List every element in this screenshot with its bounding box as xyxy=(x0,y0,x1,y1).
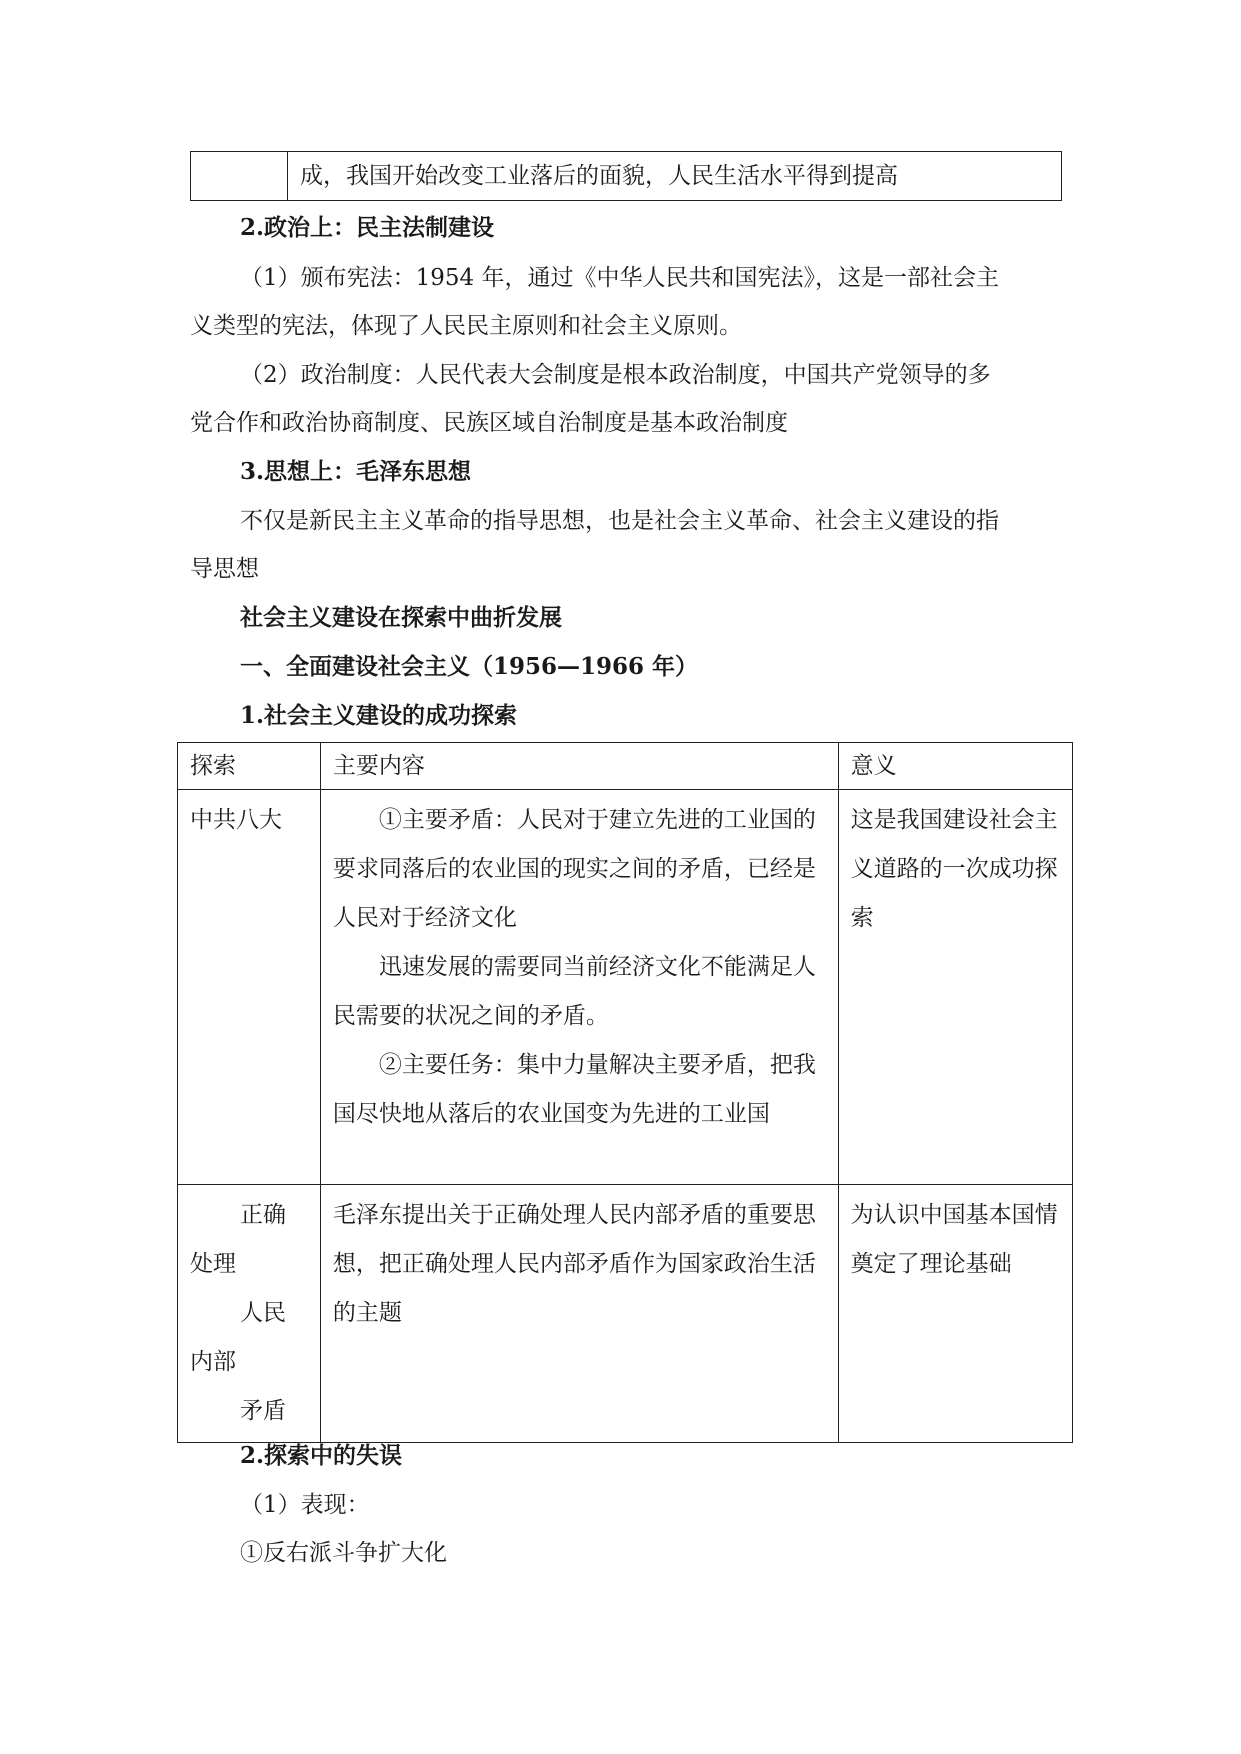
paragraph-line: （2）政治制度：人民代表大会制度是根本政治制度，中国共产党领导的多 xyxy=(240,362,991,388)
part-heading: 一、全面建设社会主义（1956—1966 年） xyxy=(240,653,699,680)
row-content-cell xyxy=(320,790,838,1185)
paragraph-line: 导思想 xyxy=(190,556,259,582)
paragraph-line: ①反右派斗争扩大化 xyxy=(240,1540,447,1566)
paragraph-line: （1）表现： xyxy=(240,1492,370,1518)
name-line: 正确 xyxy=(240,1202,286,1228)
row-content-cell: 毛泽东提出关于正确处理人民内部矛盾的重要思想，把正确处理人民内部矛盾作为国家政治生活的主题 xyxy=(320,1185,838,1443)
header-cell-exploration: 探索 xyxy=(178,743,321,790)
header-cell-meaning: 意义 xyxy=(838,743,1072,790)
row-name-cell xyxy=(178,1185,321,1443)
table-row xyxy=(178,1185,1073,1443)
name-line: 人民 xyxy=(240,1300,286,1326)
content-paragraph: ②主要任务：集中力量解决主要矛盾，把我国尽快地从落后的农业国变为先进的工业国 xyxy=(332,1052,816,1127)
table-header-row xyxy=(178,743,1073,790)
name-line: 内部 xyxy=(190,1349,236,1375)
paragraph-line: 义类型的宪法，体现了人民民主原则和社会主义原则。 xyxy=(190,313,742,339)
name-line: 矛盾 xyxy=(240,1398,286,1424)
table-cell: 成，我国开始改变工业落后的面貌，人民生活水平得到提高 xyxy=(288,152,1062,201)
name-line: 处理 xyxy=(190,1251,236,1277)
paragraph-line: （1）颁布宪法：1954 年，通过《中华人民共和国宪法》，这是一部社会主 xyxy=(240,265,999,291)
row-name-cell: 中共八大 xyxy=(178,790,321,1185)
content-paragraph: 迅速发展的需要同当前经济文化不能满足人民需要的状况之间的矛盾。 xyxy=(332,954,816,1029)
section-heading: 3.思想上：毛泽东思想 xyxy=(240,458,472,485)
content-paragraph: ①主要矛盾：人民对于建立先进的工业国的要求同落后的农业国的现实之间的矛盾，已经是人民对于经济文化 xyxy=(332,807,816,931)
chapter-title: 社会主义建设在探索中曲折发展 xyxy=(240,604,562,631)
empty-cell xyxy=(191,152,288,201)
table-row xyxy=(178,790,1073,1185)
continued-table xyxy=(190,151,1062,201)
section-heading: 2.探索中的失误 xyxy=(240,1442,403,1469)
row-meaning-cell: 这是我国建设社会主义道路的一次成功探索 xyxy=(838,790,1072,1185)
row-meaning-cell: 为认识中国基本国情奠定了理论基础 xyxy=(838,1185,1072,1443)
paragraph-line: 不仅是新民主主义革命的指导思想，也是社会主义革命、社会主义建设的指 xyxy=(240,508,999,534)
subsection-heading: 1.社会主义建设的成功探索 xyxy=(240,702,518,729)
paragraph-line: 党合作和政治协商制度、民族区域自治制度是基本政治制度 xyxy=(190,410,788,436)
exploration-table xyxy=(177,742,1073,1443)
header-cell-content: 主要内容 xyxy=(320,743,838,790)
table-row xyxy=(191,152,1062,201)
section-heading: 2.政治上：民主法制建设 xyxy=(240,214,495,241)
